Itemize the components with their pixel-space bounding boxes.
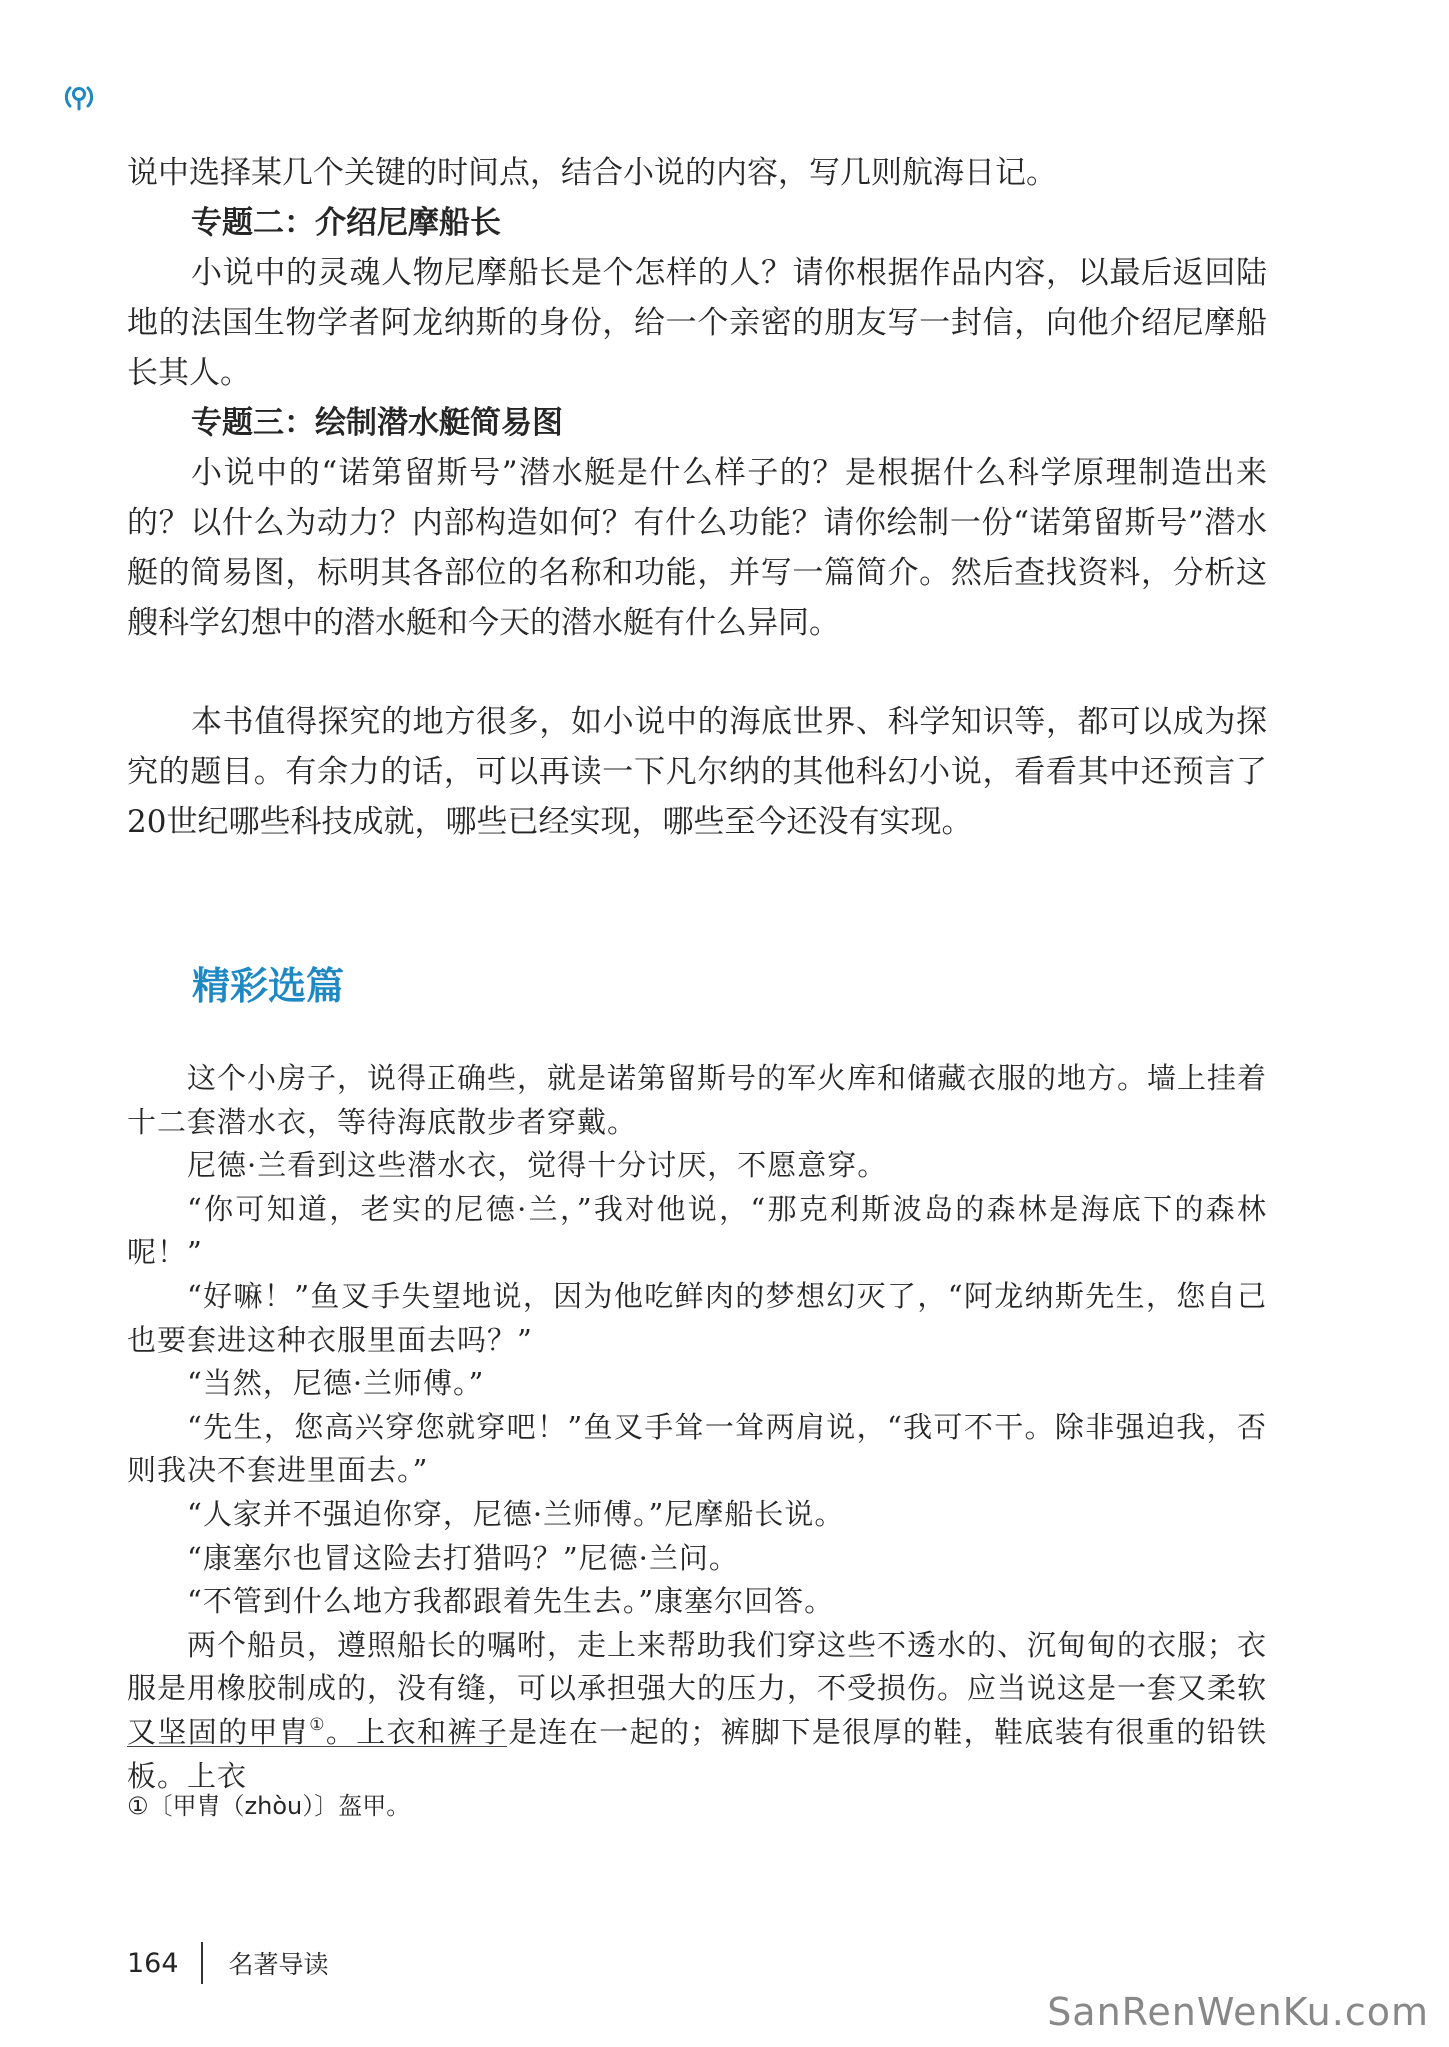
footer-divider — [201, 1942, 203, 1984]
topic3-paragraph: 小说中的“诺第留斯号”潜水艇是什么样子的？是根据什么科学原理制造出来的？以什么为动力？内部构造如何？有什么功能？请你绘制一份“诺第留斯号”潜水艇的简易图，标明其各部位的名称和功能，并写一篇简介。然后查找资料，分析这艘科学幻想中的潜水艇和今天的潜水艇有什么异同。 — [127, 455, 1267, 641]
topic2-heading: 专题二：介绍尼摩船长 — [191, 205, 501, 241]
continued-paragraph: 说中选择某几个关键的时间点，结合小说的内容，写几则航海日记。 — [127, 155, 1057, 191]
topic3-heading: 专题三：绘制潜水艇简易图 — [191, 405, 563, 441]
excerpt-paragraph: 尼德·兰看到这些潜水衣，觉得十分讨厌，不愿意穿。 — [187, 1148, 888, 1183]
excerpt-paragraph: 这个小房子，说得正确些，就是诺第留斯号的军火库和储藏衣服的地方。墙上挂着十二套潜水衣，等待海底散步者穿戴。 — [127, 1061, 1268, 1139]
excerpt-paragraph: “不管到什么地方我都跟着先生去。”康塞尔回答。 — [187, 1584, 835, 1619]
excerpt-paragraph: “你可知道，老实的尼德·兰，”我对他说，“那克利斯波岛的森林是海底下的森林呢！” — [127, 1191, 1267, 1270]
excerpt-paragraph: “人家并不强迫你穿，尼德·兰师傅。”尼摩船长说。 — [187, 1496, 845, 1531]
book-title: 名著导读 — [228, 1950, 329, 1979]
excerpt-paragraph: “先生，您高兴穿您就穿吧！”鱼叉手耸一耸两肩说，“我可不干。除非强迫我，否则我决不套进里面去。” — [127, 1409, 1267, 1488]
excerpt-paragraph: “当然，尼德·兰师傅。” — [187, 1366, 485, 1401]
reading-signal-icon — [62, 80, 96, 114]
footnote: ①〔甲胄（zhòu）〕盔甲。 — [127, 1792, 411, 1820]
main-text — [127, 148, 1267, 847]
excerpt-paragraph: “康塞尔也冒这险去打猎吗？”尼德·兰问。 — [187, 1540, 739, 1575]
excerpt — [127, 1057, 1267, 1798]
section-title: 精彩选篇 — [192, 964, 345, 1008]
page-footer — [127, 1942, 329, 1984]
excerpt-text: 。上衣和裤子是连在一起的；裤脚下是很厚的鞋，鞋底装有很重的铅铁板。上衣 — [127, 1714, 1267, 1793]
footnote-divider — [127, 1746, 507, 1747]
watermark: SanRenWenKu.com — [1047, 1990, 1429, 2034]
excerpt-paragraph: “好嘛！”鱼叉手失望地说，因为他吃鲜肉的梦想幻灭了，“阿龙纳斯先生，您自己也要套进这种衣服里面去吗？” — [127, 1278, 1267, 1357]
excerpt-text: 两个船员，遵照船长的嘱咐，走上来帮助我们穿这些不透水的、沉甸甸的衣服；衣服是用橡胶制成的，没有缝，可以承担强大的压力，不受损伤。应当说这是一套又柔软又坚固的甲胄 — [127, 1627, 1268, 1749]
excerpt-paragraph — [127, 1624, 1267, 1798]
page-number: 164 — [127, 1947, 179, 1979]
footnote-marker[interactable]: ① — [309, 1714, 326, 1735]
topic2-paragraph: 小说中的灵魂人物尼摩船长是个怎样的人？请你根据作品内容，以最后返回陆地的法国生物学者阿龙纳斯的身份，给一个亲密的朋友写一封信，向他介绍尼摩船长其人。 — [127, 255, 1267, 391]
closing-paragraph: 本书值得探究的地方很多，如小说中的海底世界、科学知识等，都可以成为探究的题目。有余力的话，可以再读一下凡尔纳的其他科幻小说，看看其中还预言了20世纪哪些科技成就，哪些已经实现，哪些至今还没有实现。 — [127, 704, 1267, 840]
